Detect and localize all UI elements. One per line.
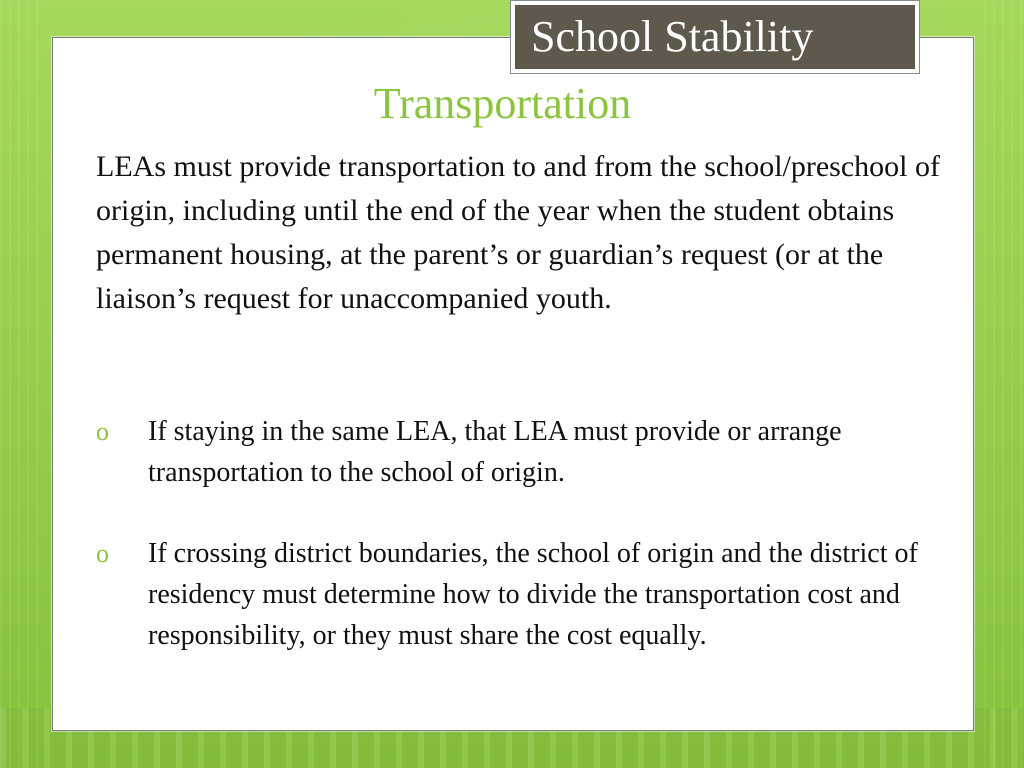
slide-title-banner bbox=[515, 5, 915, 69]
slide-subtitle: Transportation bbox=[373, 79, 632, 128]
bullet-text: If staying in the same LEA, that LEA must provide or arrange transportation to the school of origin. bbox=[148, 416, 842, 488]
slide-title: School Stability bbox=[531, 12, 814, 61]
bullet-item bbox=[96, 533, 956, 656]
bullet-item bbox=[96, 411, 956, 493]
body-paragraph: LEAs must provide transportation to and from the school/preschool of origin, including until the end of the year when the student obtains permanent housing, at the parent’s or guardian’s request (or at the liaison’s request for unaccompanied youth. bbox=[96, 150, 940, 315]
bullet-circle-icon: o bbox=[96, 539, 109, 568]
bullet-text: If crossing district boundaries, the school of origin and the district of residency must determine how to divide the transportation cost and responsibility, or they must share the cost equally. bbox=[148, 538, 918, 651]
slide-title-box bbox=[510, 0, 920, 74]
bullet-circle-icon: o bbox=[96, 417, 109, 446]
